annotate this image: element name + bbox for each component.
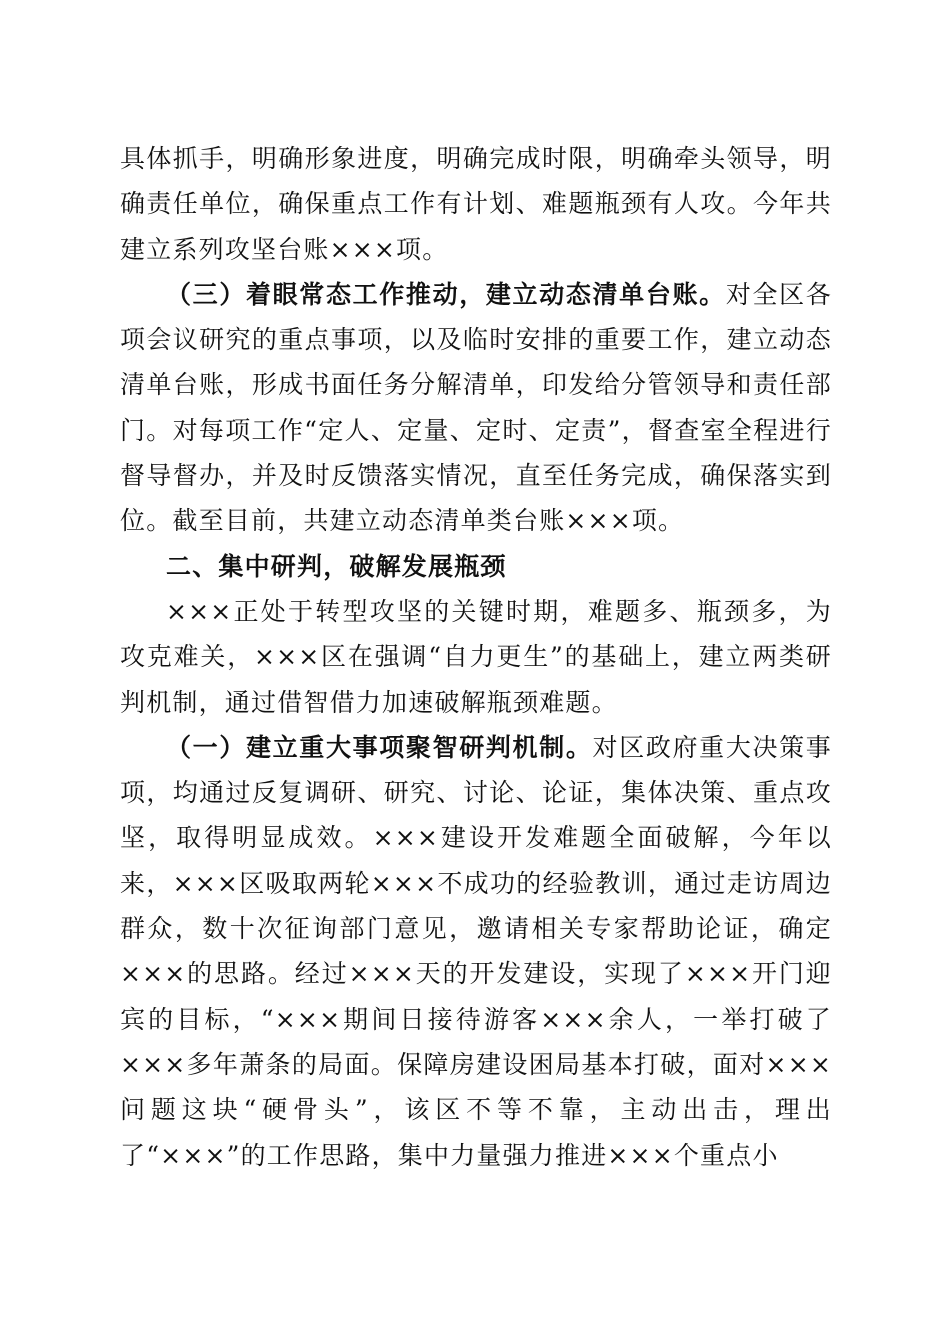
paragraph-subsection-three	[120, 272, 832, 544]
section-heading: 二、集中研判，破解发展瓶颈	[166, 551, 507, 581]
paragraph-body: ×××正处于转型攻坚的关键时期，难题多、瓶颈多，为攻克难关，×××区在强调“自力更生”的基础上，建立两类研判机制，通过借智借力加速破解瓶颈难题。	[120, 596, 832, 717]
subsection-heading: （三）着眼常态工作推动，建立动态清单台账。	[166, 279, 726, 309]
document-page	[120, 136, 832, 1178]
subsection-heading: （一）建立重大事项聚智研判机制。	[166, 732, 593, 762]
paragraph-continuation: 具体抓手，明确形象进度，明确完成时限，明确牵头领导，明确责任单位，确保重点工作有计划、难题瓶颈有人攻。今年共建立系列攻坚台账×××项。	[120, 144, 832, 264]
paragraph-body-text: 对区政府重大决策事项，均通过反复调研、研究、讨论、论证，集体决策、重点攻坚，取得明显成效。×××建设开发难题全面破解，今年以来，×××区吸取两轮×××不成功的经验教训，通过走访周边群众，数十次征询部门意见，邀请相关专家帮助论证，确定×××的思路。经过×××天的开发建设，实现了×××开门迎宾的目标，“×××期间日接待游客×××余人，一举打破了×××多年萧条的局面。保障房建设困局基本打破，面对×××问题这块“硬骨头”，该区不等不靠，主动出击，理出了“×××”的工作思路，集中力量强力推进×××个重点小	[120, 732, 832, 1170]
paragraph-body-text: 对全区各项会议研究的重点事项，以及临时安排的重要工作，建立动态清单台账，形成书面任务分解清单，印发给分管领导和责任部门。对每项工作“定人、定量、定时、定责”，督查室全程进行督导督办，并及时反馈落实情况，直至任务完成，确保落实到位。截至目前，共建立动态清单类台账×××项。	[120, 279, 833, 536]
paragraph-subsection-one	[120, 725, 832, 1178]
